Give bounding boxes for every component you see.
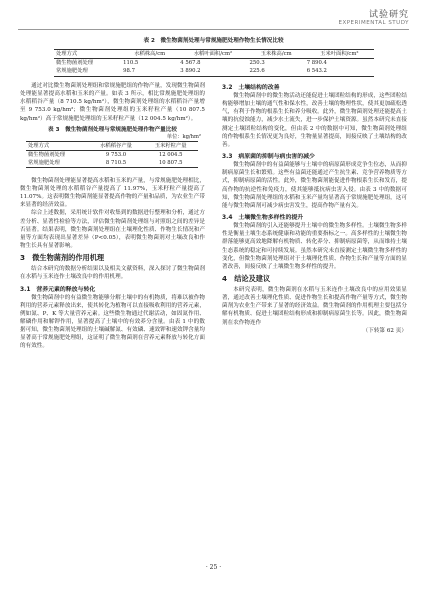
header-divider — [18, 29, 409, 30]
left-column — [20, 82, 205, 351]
table-cell: 常规施肥处理 — [28, 160, 60, 167]
table-row — [26, 150, 198, 159]
section-heading: 3 微生物菌剂的作用机理 — [20, 253, 105, 263]
page-header — [339, 7, 410, 26]
continuation-note: （下转第 62 页） — [362, 327, 407, 334]
table2 — [54, 49, 374, 77]
header-subtitle: EXPERIMENTAL STUDY — [338, 20, 409, 26]
paragraph: 微生物菌剂中的有益微生物能够分解土壤中的有机物质，将难以被作物利用的营养元素释放出来，使其转化为植物可以直接吸收利用的营养元素，例如氮、P、K 等大量营养元素。这些微生物通过代谢活动，如固氮作用、解磷作用和解钾作用，显著提高了土壤中的有效养分含量。由表 1 中的数据可知，微生物菌剂处理组的土壤碱解氮、有效磷、速效钾和速效钾含量均显著高于常规施肥处理组，这证明了微生物菌剂在营养元素释放与转化方面的有效性。 — [20, 294, 205, 350]
table-cell: 250.3 — [249, 60, 265, 67]
table-cell: 微生物菌剂处理 — [56, 60, 94, 67]
table-cell: 8 710.5 — [105, 160, 127, 167]
paragraph: 微生物菌剂中的有益菌能够与土壤中的病原菌形成竞争生位态，从而抑制病原菌生长和繁殖。这些有益菌还能通过产生抗生素、竞争营养物质等方式，抑制病原菌的活性。此外，微生物菌剂能促进作物根系生长和发育，提高作物的抗逆性和免疫力，使其能够抵抗病虫害入侵。由表 3 中的数据可知，微生物菌剂处理组的水稻和玉米产量均显著高于常规施肥处理组，这可能与微生物菌剂可减少病虫害发生，提高作物产量有关。 — [222, 162, 407, 209]
table-header-cell: 处理方式 — [28, 142, 50, 149]
table-header-cell: 玉米株高/cm — [260, 51, 292, 57]
page-number: · 25 · — [205, 564, 222, 571]
table3-unit: 单位：kg/hm² — [166, 133, 201, 140]
table3-caption: 表 3 微生物菌剂处理与常规施肥处理作物产量比较 — [48, 126, 177, 133]
table3 — [26, 141, 198, 169]
table-header-row — [54, 50, 374, 59]
table-cell: 225.6 — [249, 68, 265, 75]
table-row — [26, 159, 198, 168]
table-header-cell: 处理方式 — [56, 51, 78, 57]
right-column — [222, 82, 407, 335]
table-cell: 7 890.4 — [306, 60, 327, 67]
paragraph: 微生物菌剂处理能显著提高水稻和玉米的产量，与常规施肥处理相比，微生物菌剂处理的水稻稻谷产量提高了 11.97%，玉米籽粒产量提高了 11.07%。这表明微生物菌剂能显著提高作物的产量和品质，为农业生产带来显著的经济效益。 — [20, 177, 205, 209]
table-header-cell: 水稻稻谷产量 — [100, 142, 132, 149]
table-cell: 10 807.5 — [158, 160, 183, 167]
table2-caption: 表 2 微生物菌剂处理与常规施肥处理作物生长情况比较 — [143, 38, 284, 44]
subsection-heading: 3.1 营养元素的释放与转化 — [20, 286, 96, 293]
table-row — [54, 67, 374, 76]
table-cell: 3 890.2 — [180, 68, 201, 75]
paragraph: 结合本研究的数据分析结果以及相关文献资料，深入探讨了微生物菌剂在水稻与玉米连作土壤改良中的作用机理。 — [20, 266, 205, 281]
table-cell: 110.5 — [123, 60, 139, 67]
paragraph: 综合上述数据，采用统计软件对收集到的数据进行整理和分析，通过方差分析、显著性检验等方法，评估微生物菌剂处理组与对照组之间的差异是否显著。结果表明，微生物菌剂处理组在土壤理化性质、作物生长情况和产量等方面均表现出显著差异（P<0.05），表明微生物菌剂对土壤改良和作物生长具有显著影响。 — [20, 210, 205, 250]
table-cell: 98.7 — [123, 68, 135, 75]
table-cell: 12 004.5 — [158, 151, 183, 158]
table-cell: 4 567.8 — [180, 60, 201, 67]
table-header-cell: 水稻株高/cm — [134, 51, 166, 57]
table-header-cell: 玉米籽粒产量 — [154, 142, 187, 149]
paragraph: 微生物菌剂中的微生物活动还能促进土壤团粒结构的形成，这些团粒结构能够增加土壤的通气性和保水性，改善土壤的物理性状，使其更加疏松透气，有利于作物的根系生长和养分吸收。此外，微生物菌剂处理还能提高土壤的抗侵蚀能力，减少水土流失，进一步保护土壤资源。虽然本研究未直接测定土壤团粒结构的变化，但由表 2 中的数据中可知，微生物菌剂处理组的作物根系生长情况更为良好，生物量显著提高，间接反映了土壤结构的改善。 — [222, 93, 407, 148]
paragraph: 本研究表明，微生物菌剂在水稻与玉米连作土壤改良中的应用效果显著，通过改善土壤理化性质、促进作物生长和提高作物产量等方式，微生物菌剂为农业生产带来了显著的经济效益。微生物菌剂的作用机理主要包括分解有机物质、促进土壤团粒结构形成和抑制病原菌生长等。因此，微生物菌剂在农作物连作 — [222, 286, 407, 326]
subsection-heading: 3.2 土壤结构的改善 — [222, 85, 280, 91]
header-title: 试验研究 — [368, 10, 409, 20]
subsection-heading: 3.3 病原菌的抑制与病虫害的减少 — [222, 154, 315, 161]
subsection-heading: 3.4 土壤微生物多样性的提升 — [222, 215, 304, 222]
table3-block — [20, 125, 205, 177]
table-cell: 微生物菌剂处理 — [28, 151, 66, 158]
table-cell: 常规施肥处理 — [56, 68, 88, 75]
table-header-cell: 玉米叶面积/cm² — [320, 51, 359, 57]
table-header-cell: 水稻叶面积/cm² — [193, 51, 233, 57]
table-row — [54, 59, 374, 68]
section-heading: 4 结论及建议 — [222, 273, 271, 283]
table-cell: 9 753.0 — [105, 151, 127, 158]
paragraph: 通过对比微生物菌剂处理组和常规施肥组的作物产量，发现微生物菌剂处理能显著提高水稻和玉米的产量。如表 3 所示，相比常规施肥处理组的水稻稻谷产量（8 710.5 kg/hm²），微生物菌剂处理组的水稻稻谷产量增至 9 753.0 kg/hm²；微生物菌剂处理组的玉米籽粒产量（10 807.5 kg/hm²）高于常规施肥处理组的玉米籽粒产量（12 004.5 kg/hm²）。 — [20, 83, 205, 122]
table-header-row — [26, 141, 198, 150]
paragraph: 微生物菌剂的引入还能够提升土壤中的微生物多样性。土壤微生物多样性是衡量土壤生态系统健康和功能的重要指标之一。高多样性的土壤微生物群落能够更高效地降解有机物质、转化养分、抑制病原菌等，从而维持土壤生态系统的稳定和可持续发展。虽然本研究未直接测定土壤微生物多样性的变化，但微生物菌剂处理组对于土壤理化性质、作物生长和产量等方面的显著改善，间接反映了土壤微生物多样性的提升。 — [222, 223, 407, 270]
table-cell: 6 543.2 — [306, 68, 327, 75]
